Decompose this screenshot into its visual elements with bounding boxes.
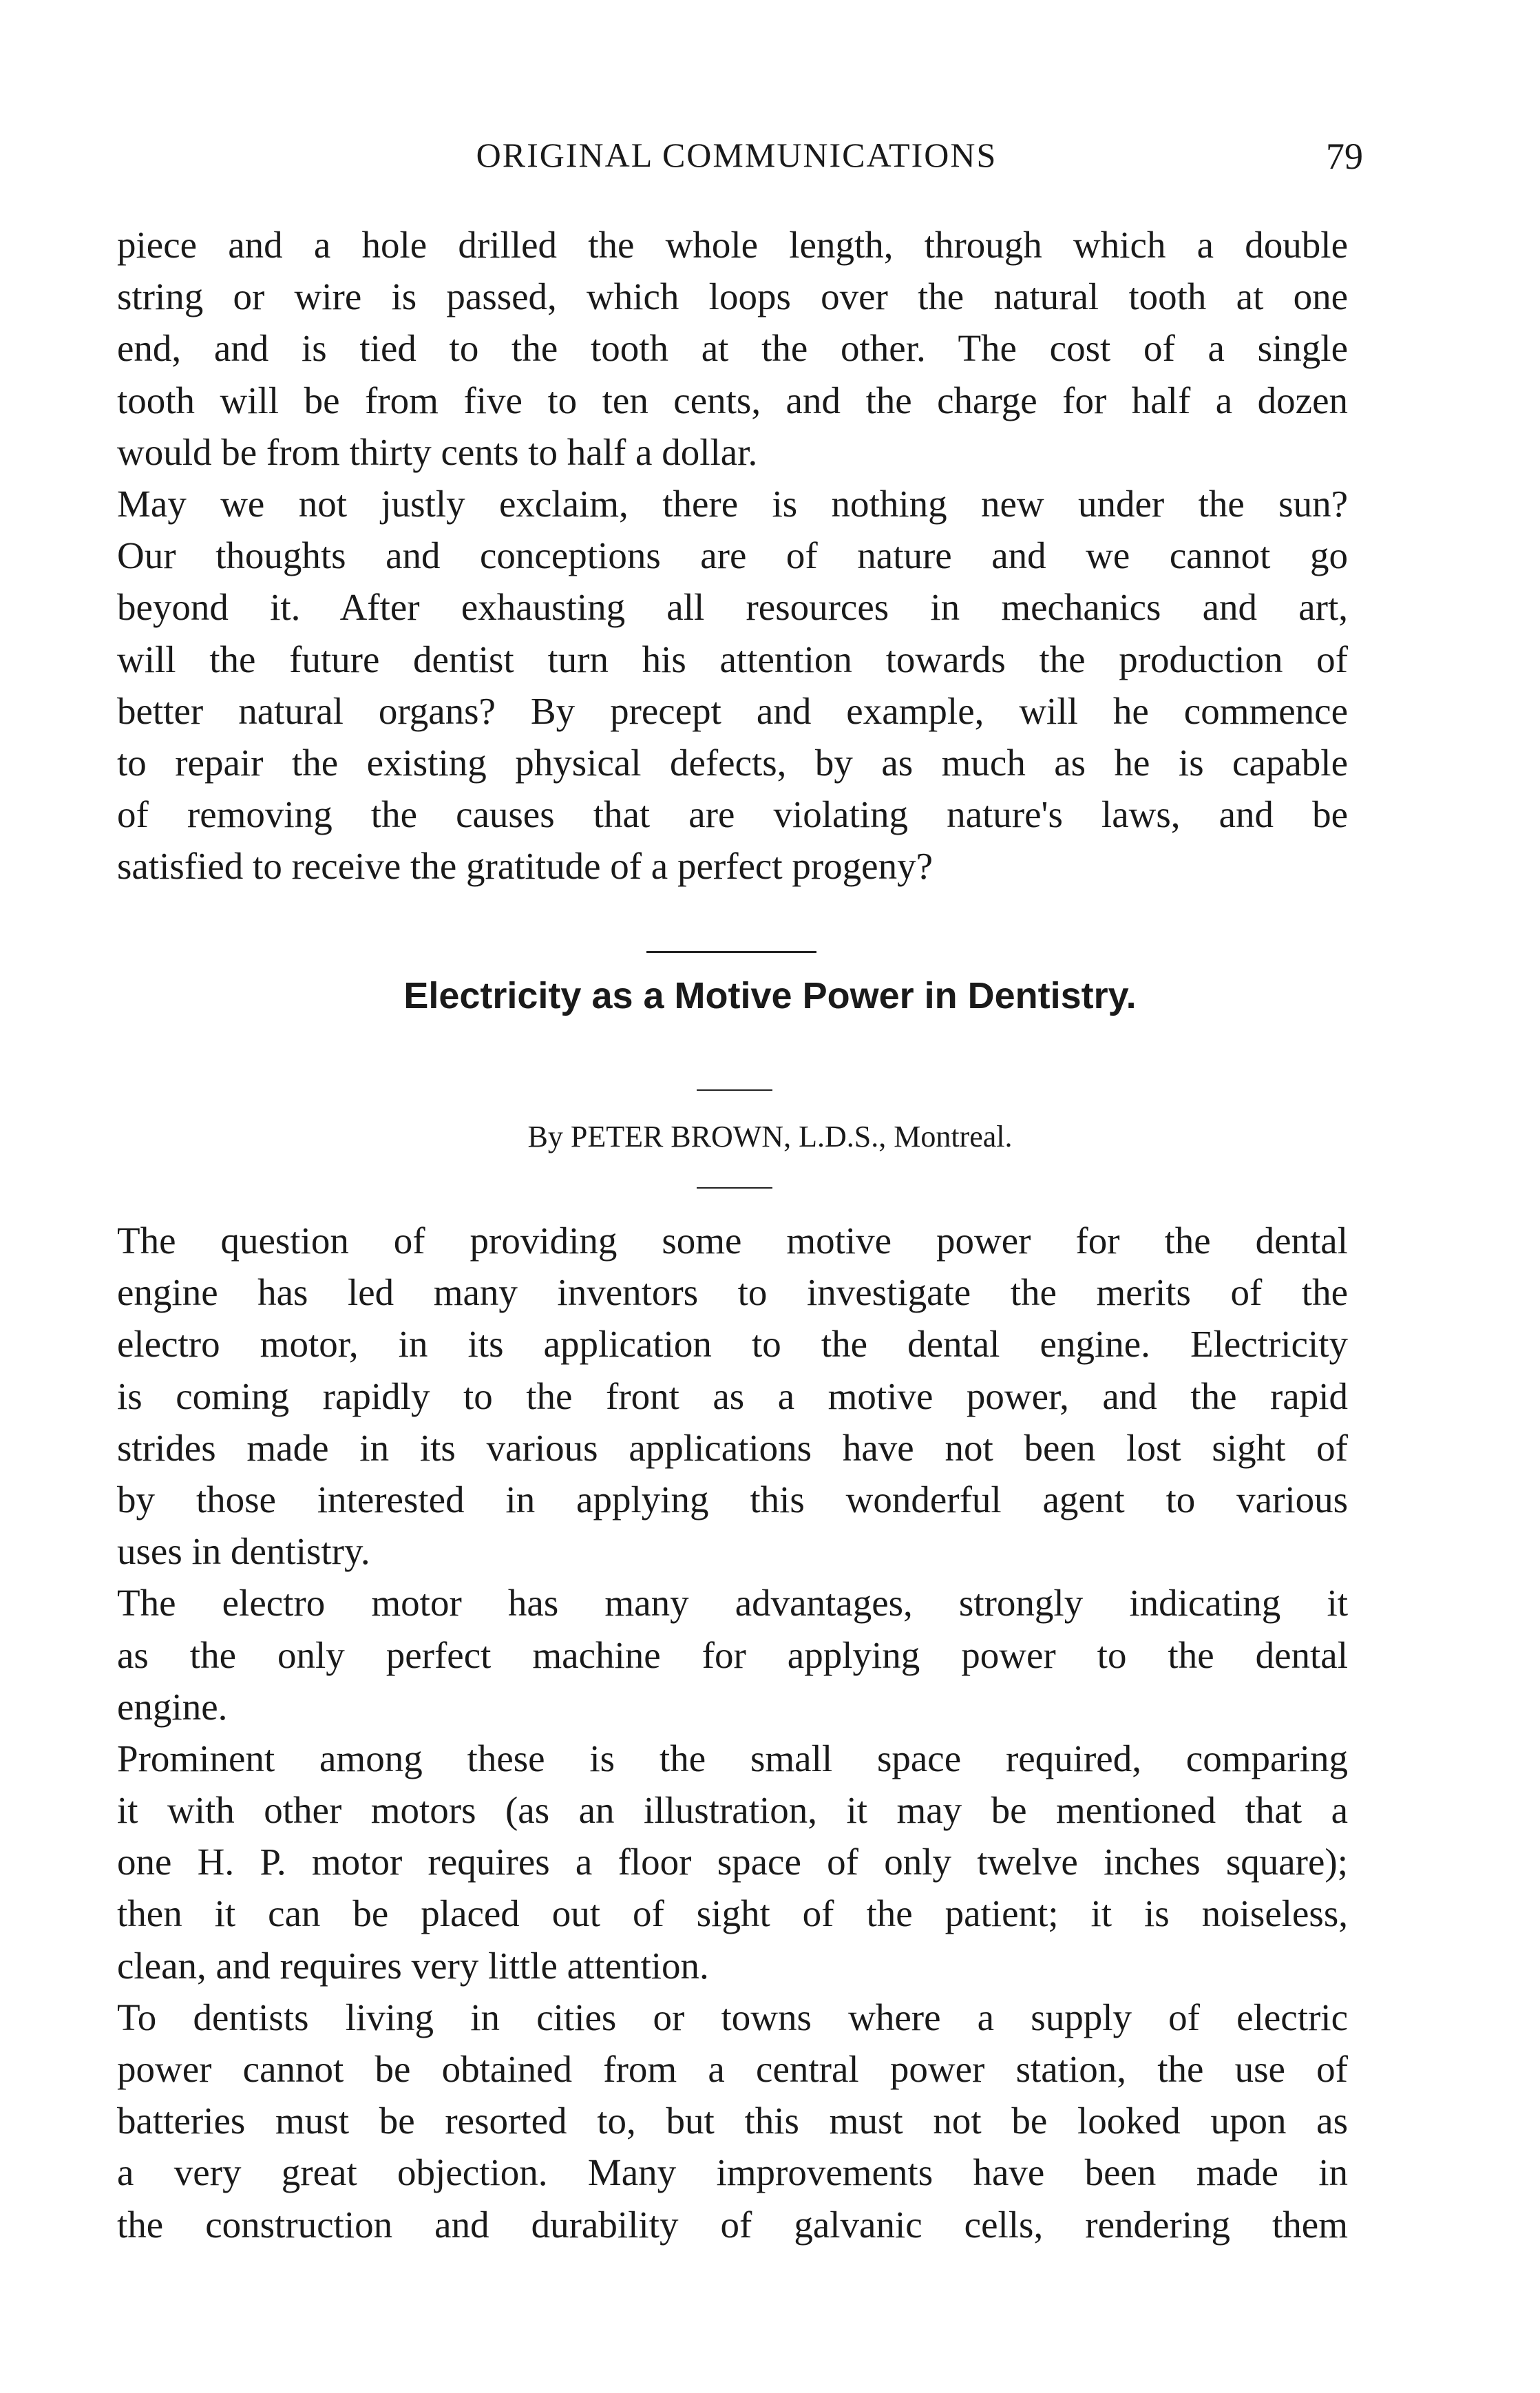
section-continued-text xyxy=(117,219,1348,892)
text-line: by those interested in applying this wonderful agent to various xyxy=(117,1478,1348,1521)
section-divider xyxy=(646,951,816,953)
text-line: better natural organs? By precept and example, will he commence xyxy=(117,689,1348,732)
text-line: one H. P. motor requires a floor space of only twelve inches square); xyxy=(117,1841,1348,1883)
text-line: string or wire is passed, which loops over the natural tooth at one xyxy=(117,275,1348,318)
text-line: Our thoughts and conceptions are of nature and we cannot go xyxy=(117,534,1348,577)
text-line: strides made in its various applications have not been lost sight of xyxy=(117,1426,1348,1469)
text-line: beyond it. After exhausting all resources in mechanics and art, xyxy=(117,586,1348,629)
title-rule xyxy=(697,1089,772,1091)
page-number: 79 xyxy=(1326,136,1363,177)
page-header xyxy=(117,135,1363,183)
text-line: as the only perfect machine for applying power to the dental xyxy=(117,1633,1348,1676)
text-line: electro motor, in its application to the dental engine. Electricity xyxy=(117,1323,1348,1366)
text-line: end, and is tied to the tooth at the other. The cost of a single xyxy=(117,327,1348,370)
text-line: will the future dentist turn his attention towards the production of xyxy=(117,638,1348,680)
paragraph-first-line: Prominent among these is the small space required, comparing xyxy=(117,1737,1348,1779)
article-byline: By PETER BROWN, L.D.S., Montreal. xyxy=(527,1120,1013,1153)
text-line: batteries must be resorted to, but this must not be looked upon as xyxy=(117,2100,1348,2142)
text-line: of removing the causes that are violating nature's laws, and be xyxy=(117,793,1348,836)
paragraph-first-line: The electro motor has many advantages, strongly indicating it xyxy=(117,1582,1348,1624)
article-title: Electricity as a Motive Power in Dentistry. xyxy=(403,975,1137,1016)
text-line: satisfied to receive the gratitude of a perfect progeny? xyxy=(117,845,933,888)
text-line: is coming rapidly to the front as a motive power, and the rapid xyxy=(117,1375,1348,1417)
paragraph-first-line: piece and a hole drilled the whole length, through which a double xyxy=(117,224,1348,266)
paragraph-first-line: The question of providing some motive power for the dental xyxy=(117,1220,1348,1262)
article-body xyxy=(117,1215,1348,2250)
text-line: would be from thirty cents to half a dollar. xyxy=(117,430,758,473)
paragraph-first-line: To dentists living in cities or towns where a supply of electric xyxy=(117,1996,1348,2038)
text-line: the construction and durability of galvanic cells, rendering them xyxy=(117,2203,1348,2246)
text-line: uses in dentistry. xyxy=(117,1530,370,1573)
text-line: engine has led many inventors to investigate the merits of the xyxy=(117,1271,1348,1314)
text-line: engine. xyxy=(117,1685,228,1728)
running-title: ORIGINAL COMMUNICATIONS xyxy=(476,136,998,174)
paragraph-first-line: May we not justly exclaim, there is nothing new under the sun? xyxy=(117,482,1348,525)
text-line: clean, and requires very little attention. xyxy=(117,1944,709,1987)
text-line: tooth will be from five to ten cents, and the charge for half a dozen xyxy=(117,379,1348,421)
text-line: to repair the existing physical defects, by as much as he is capable xyxy=(117,741,1348,784)
text-line: it with other motors (as an illustration, it may be mentioned that a xyxy=(117,1789,1348,1832)
byline-rule xyxy=(697,1187,772,1189)
text-line: a very great objection. Many improvements have been made in xyxy=(117,2151,1348,2194)
text-line: then it can be placed out of sight of the patient; it is noiseless, xyxy=(117,1892,1348,1935)
text-line: power cannot be obtained from a central power station, the use of xyxy=(117,2048,1348,2090)
